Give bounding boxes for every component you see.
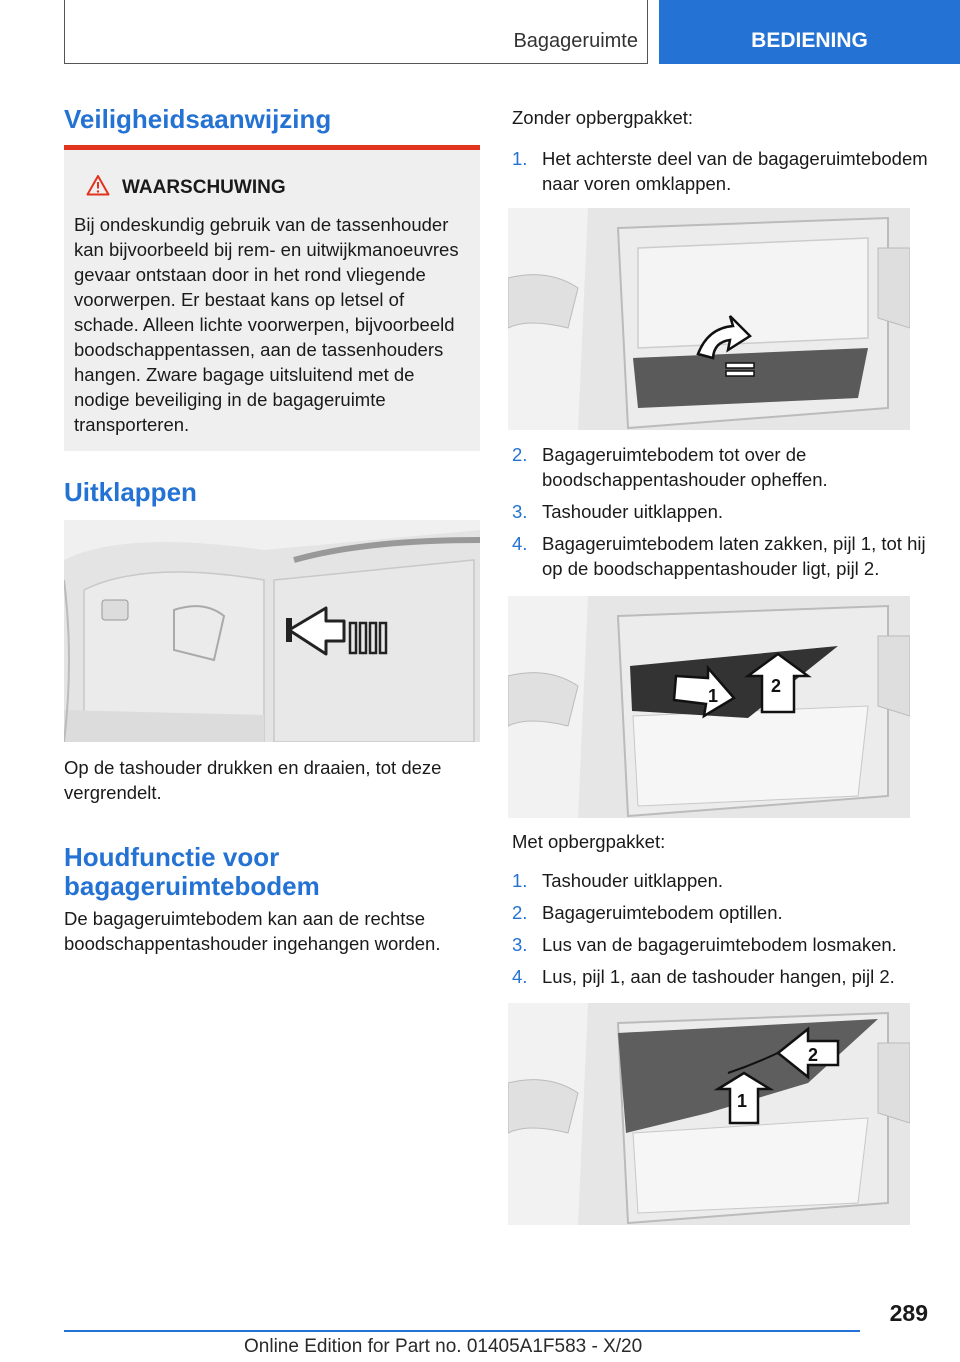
warning-text: Bij ondeskundig gebruik van de tassenhouder kan bijvoorbeeld bij rem- en uitwijkmanoeuvres gevaar ontstaan door in het rond vliegende voorwerpen. Er bestaat kans op letsel of schade. Alleen lichte voorwerpen, bijvoorbeeld boodschappentassen, aan de tassenhouders hangen. Zware bagage uitsluitend met de nodige beveiliging in de bagageruimte transporteren. bbox=[74, 214, 459, 435]
arrow-label-2: 2 bbox=[808, 1045, 819, 1065]
step-text: Bagageruimtebodem laten zakken, pijl 1, tot hij op de boodschappentashouder ligt, pijl 2. bbox=[542, 533, 926, 579]
without-storage-label: Zonder opbergpakket: bbox=[512, 107, 694, 128]
figure-bag-hook bbox=[64, 520, 480, 742]
warning-title: WAARSCHUWING bbox=[122, 177, 286, 198]
arrow-label-1: 1 bbox=[708, 686, 719, 706]
warning-triangle-icon bbox=[86, 174, 110, 202]
header-section-title: Bagageruimte bbox=[513, 30, 638, 52]
footer-edition: Online Edition for Part no. 01405A1F583 - X/20 bbox=[244, 1336, 643, 1357]
steps-without-rest bbox=[508, 442, 928, 588]
unfold-heading: Uitklappen bbox=[64, 477, 197, 507]
step-number: 4. bbox=[512, 966, 528, 987]
with-storage-label: Met opbergpakket: bbox=[512, 831, 666, 852]
step-text: Tashouder uitklappen. bbox=[542, 870, 724, 891]
list-item bbox=[508, 531, 928, 581]
warning-box bbox=[64, 145, 480, 451]
header-chapter-tab: BEDIENING bbox=[659, 0, 960, 64]
figure-hang-loop bbox=[508, 1003, 910, 1225]
hold-heading-line1: Houdfunctie voor bbox=[64, 842, 280, 872]
list-item bbox=[508, 499, 928, 524]
step-number: 1. bbox=[512, 870, 528, 891]
figure-lower-floor bbox=[508, 596, 910, 818]
safety-heading: Veiligheidsaanwijzing bbox=[64, 104, 332, 134]
step-text: Bagageruimtebodem optillen. bbox=[542, 902, 783, 923]
step-number: 2. bbox=[512, 444, 528, 465]
list-item bbox=[508, 146, 928, 196]
page-number: 289 bbox=[889, 1300, 928, 1326]
step-text: Lus, pijl 1, aan de tashouder hangen, pijl 2. bbox=[542, 966, 895, 987]
footer-rule bbox=[64, 1330, 860, 1332]
step-number: 4. bbox=[512, 533, 528, 554]
arrow-label-2: 2 bbox=[771, 676, 782, 696]
list-item bbox=[508, 868, 928, 893]
step-number: 1. bbox=[512, 148, 528, 169]
steps-with-storage bbox=[508, 868, 928, 996]
step-number: 3. bbox=[512, 501, 528, 522]
step-number: 2. bbox=[512, 902, 528, 923]
arrow-label-1: 1 bbox=[737, 1091, 748, 1111]
step-text: Bagageruimtebodem tot over de boodschappentashouder opheffen. bbox=[542, 444, 828, 490]
steps-without-first bbox=[508, 146, 928, 203]
list-item bbox=[508, 932, 928, 957]
list-item bbox=[508, 964, 928, 989]
hold-text: De bagageruimtebodem kan aan de rechtse boodschappentashouder ingehangen worden. bbox=[64, 908, 441, 954]
hold-heading-line2: bagageruimtebodem bbox=[64, 871, 320, 901]
unfold-text: Op de tashouder drukken en draaien, tot deze vergrendelt. bbox=[64, 757, 442, 803]
list-item bbox=[508, 900, 928, 925]
list-item bbox=[508, 442, 928, 492]
warning-title-row bbox=[86, 174, 470, 202]
step-number: 3. bbox=[512, 934, 528, 955]
step-text: Het achterste deel van de bagageruimtebodem naar voren omklappen. bbox=[542, 148, 928, 194]
step-text: Lus van de bagageruimtebodem losmaken. bbox=[542, 934, 897, 955]
figure-fold-floor bbox=[508, 208, 910, 430]
step-text: Tashouder uitklappen. bbox=[542, 501, 724, 522]
